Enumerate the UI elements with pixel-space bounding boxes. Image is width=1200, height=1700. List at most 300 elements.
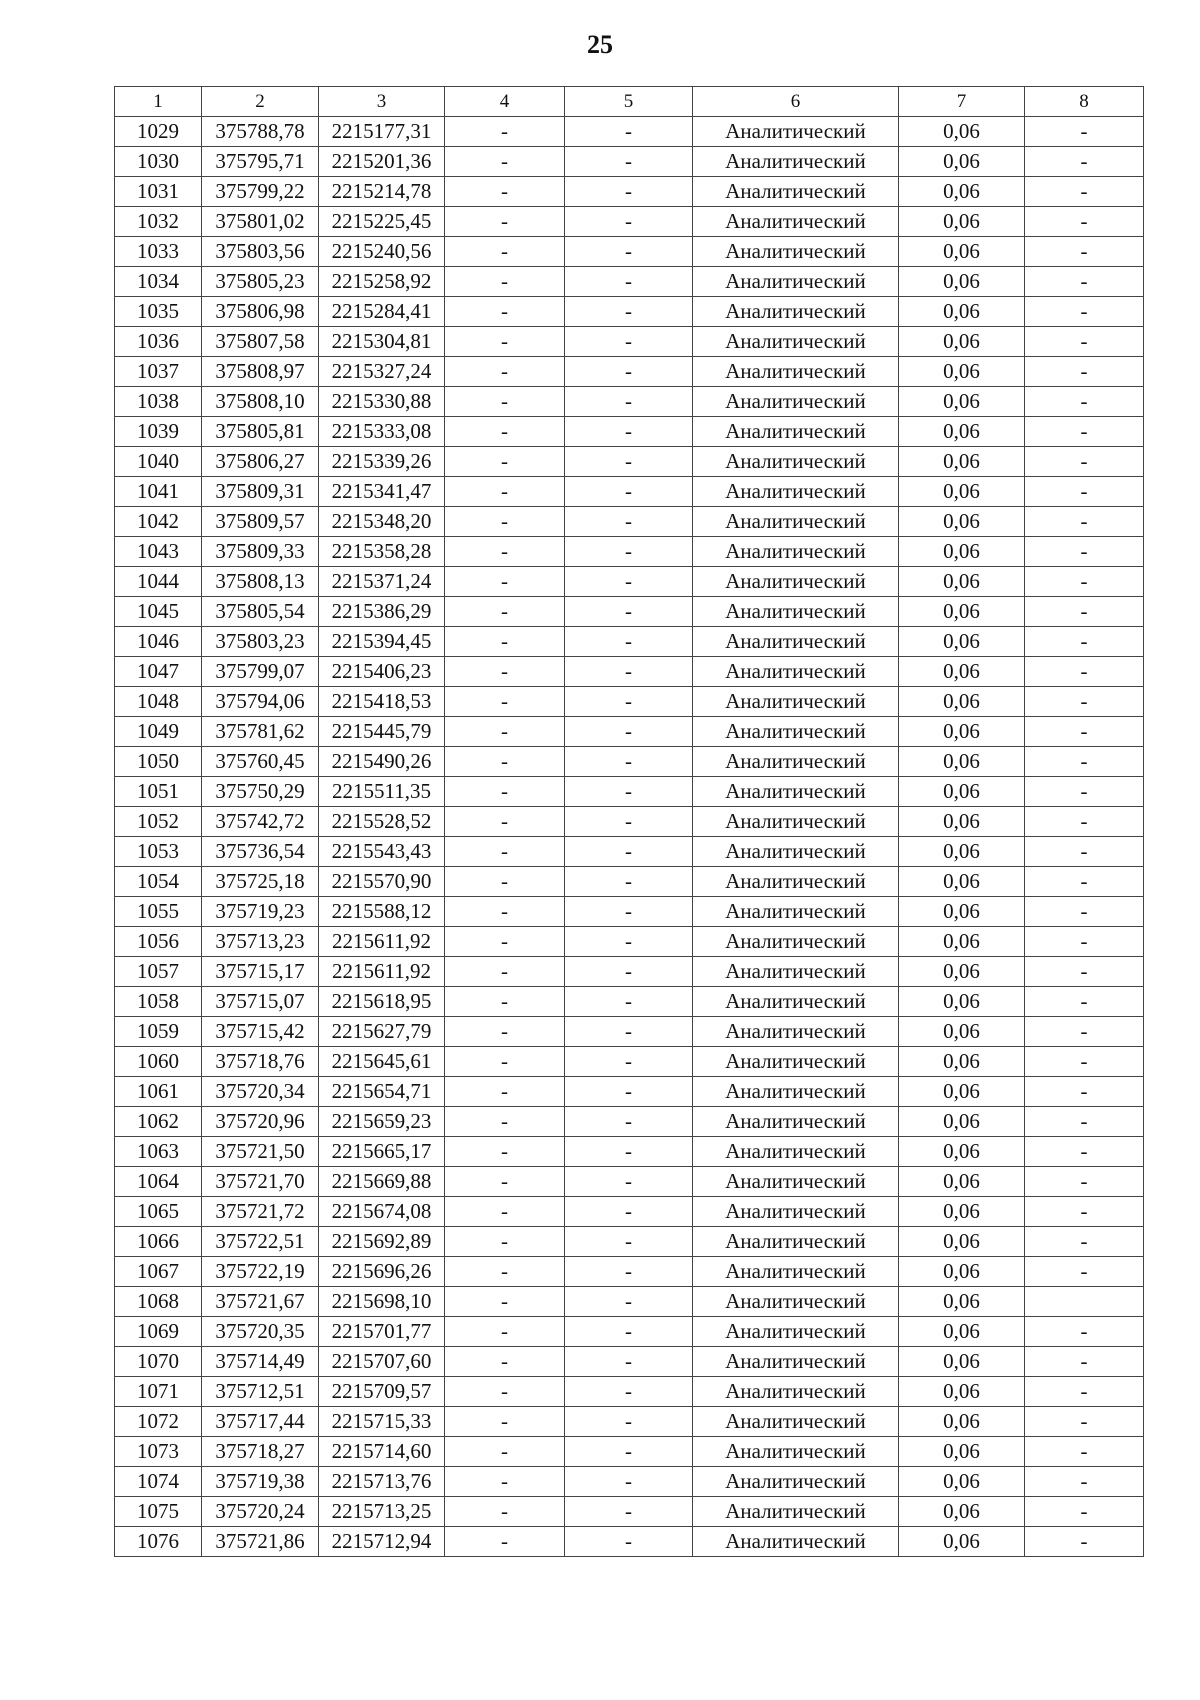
column-4-cell: -: [445, 357, 565, 387]
y-coordinate-cell: 2215418,53: [319, 687, 445, 717]
column-4-cell: -: [445, 627, 565, 657]
method-cell: Аналитический: [693, 207, 899, 237]
x-coordinate-cell: 375803,23: [202, 627, 319, 657]
x-coordinate-cell: 375799,22: [202, 177, 319, 207]
table-row: [115, 417, 1144, 447]
x-coordinate-cell: 375718,27: [202, 1437, 319, 1467]
column-4-cell: -: [445, 207, 565, 237]
y-coordinate-cell: 2215674,08: [319, 1197, 445, 1227]
column-8-cell: -: [1025, 1347, 1144, 1377]
x-coordinate-cell: 375736,54: [202, 837, 319, 867]
accuracy-cell: 0,06: [899, 327, 1025, 357]
x-coordinate-cell: 375809,57: [202, 507, 319, 537]
column-4-cell: -: [445, 1377, 565, 1407]
accuracy-cell: 0,06: [899, 987, 1025, 1017]
table-row: [115, 1497, 1144, 1527]
table-row: [115, 207, 1144, 237]
column-5-cell: -: [565, 657, 693, 687]
accuracy-cell: 0,06: [899, 207, 1025, 237]
column-5-cell: -: [565, 1407, 693, 1437]
method-cell: Аналитический: [693, 567, 899, 597]
y-coordinate-cell: 2215659,23: [319, 1107, 445, 1137]
point-number-cell: 1034: [115, 267, 202, 297]
x-coordinate-cell: 375742,72: [202, 807, 319, 837]
column-4-cell: -: [445, 987, 565, 1017]
column-5-cell: -: [565, 1017, 693, 1047]
x-coordinate-cell: 375720,96: [202, 1107, 319, 1137]
x-coordinate-cell: 375806,98: [202, 297, 319, 327]
accuracy-cell: 0,06: [899, 1017, 1025, 1047]
column-5-cell: -: [565, 1497, 693, 1527]
y-coordinate-cell: 2215654,71: [319, 1077, 445, 1107]
method-cell: Аналитический: [693, 1077, 899, 1107]
point-number-cell: 1029: [115, 117, 202, 147]
x-coordinate-cell: 375715,17: [202, 957, 319, 987]
table-row: [115, 1077, 1144, 1107]
accuracy-cell: 0,06: [899, 1287, 1025, 1317]
column-4-cell: -: [445, 1227, 565, 1257]
table-row: [115, 1287, 1144, 1317]
accuracy-cell: 0,06: [899, 1347, 1025, 1377]
y-coordinate-cell: 2215627,79: [319, 1017, 445, 1047]
x-coordinate-cell: 375713,23: [202, 927, 319, 957]
method-cell: Аналитический: [693, 177, 899, 207]
method-cell: Аналитический: [693, 117, 899, 147]
method-cell: Аналитический: [693, 747, 899, 777]
method-cell: Аналитический: [693, 597, 899, 627]
column-4-cell: -: [445, 147, 565, 177]
method-cell: Аналитический: [693, 387, 899, 417]
column-8-cell: -: [1025, 1527, 1144, 1557]
column-4-cell: -: [445, 867, 565, 897]
x-coordinate-cell: 375719,23: [202, 897, 319, 927]
y-coordinate-cell: 2215665,17: [319, 1137, 445, 1167]
x-coordinate-cell: 375809,33: [202, 537, 319, 567]
column-5-cell: -: [565, 1137, 693, 1167]
method-cell: Аналитический: [693, 1287, 899, 1317]
point-number-cell: 1059: [115, 1017, 202, 1047]
x-coordinate-cell: 375799,07: [202, 657, 319, 687]
accuracy-cell: 0,06: [899, 1257, 1025, 1287]
column-header: 4: [445, 87, 565, 117]
column-8-cell: -: [1025, 837, 1144, 867]
method-cell: Аналитический: [693, 1227, 899, 1257]
column-5-cell: -: [565, 507, 693, 537]
y-coordinate-cell: 2215645,61: [319, 1047, 445, 1077]
column-5-cell: -: [565, 1527, 693, 1557]
accuracy-cell: 0,06: [899, 747, 1025, 777]
column-8-cell: -: [1025, 507, 1144, 537]
y-coordinate-cell: 2215611,92: [319, 927, 445, 957]
column-5-cell: -: [565, 1047, 693, 1077]
point-number-cell: 1060: [115, 1047, 202, 1077]
column-4-cell: -: [445, 897, 565, 927]
x-coordinate-cell: 375808,97: [202, 357, 319, 387]
column-4-cell: -: [445, 1527, 565, 1557]
method-cell: Аналитический: [693, 1467, 899, 1497]
table-row: [115, 477, 1144, 507]
method-cell: Аналитический: [693, 447, 899, 477]
column-5-cell: -: [565, 327, 693, 357]
y-coordinate-cell: 2215358,28: [319, 537, 445, 567]
point-number-cell: 1043: [115, 537, 202, 567]
table-row: [115, 1017, 1144, 1047]
column-5-cell: -: [565, 447, 693, 477]
column-8-cell: -: [1025, 657, 1144, 687]
column-4-cell: -: [445, 537, 565, 567]
column-8-cell: -: [1025, 177, 1144, 207]
point-number-cell: 1061: [115, 1077, 202, 1107]
table-row: [115, 1197, 1144, 1227]
y-coordinate-cell: 2215201,36: [319, 147, 445, 177]
y-coordinate-cell: 2215715,33: [319, 1407, 445, 1437]
method-cell: Аналитический: [693, 957, 899, 987]
table-row: [115, 387, 1144, 417]
column-5-cell: -: [565, 627, 693, 657]
column-4-cell: -: [445, 387, 565, 417]
y-coordinate-cell: 2215570,90: [319, 867, 445, 897]
column-4-cell: -: [445, 507, 565, 537]
column-4-cell: -: [445, 777, 565, 807]
column-4-cell: -: [445, 597, 565, 627]
point-number-cell: 1051: [115, 777, 202, 807]
accuracy-cell: 0,06: [899, 627, 1025, 657]
accuracy-cell: 0,06: [899, 1137, 1025, 1167]
point-number-cell: 1064: [115, 1167, 202, 1197]
method-cell: Аналитический: [693, 807, 899, 837]
y-coordinate-cell: 2215543,43: [319, 837, 445, 867]
column-8-cell: -: [1025, 777, 1144, 807]
column-4-cell: -: [445, 1347, 565, 1377]
accuracy-cell: 0,06: [899, 1167, 1025, 1197]
point-number-cell: 1052: [115, 807, 202, 837]
column-8-cell: -: [1025, 1437, 1144, 1467]
y-coordinate-cell: 2215225,45: [319, 207, 445, 237]
method-cell: Аналитический: [693, 687, 899, 717]
accuracy-cell: 0,06: [899, 717, 1025, 747]
coordinates-table: [114, 86, 1144, 1557]
table-row: [115, 567, 1144, 597]
y-coordinate-cell: 2215692,89: [319, 1227, 445, 1257]
column-8-cell: -: [1025, 1077, 1144, 1107]
column-5-cell: -: [565, 267, 693, 297]
x-coordinate-cell: 375720,35: [202, 1317, 319, 1347]
column-4-cell: -: [445, 477, 565, 507]
x-coordinate-cell: 375718,76: [202, 1047, 319, 1077]
column-5-cell: -: [565, 597, 693, 627]
table-row: [115, 1047, 1144, 1077]
x-coordinate-cell: 375806,27: [202, 447, 319, 477]
column-5-cell: -: [565, 1077, 693, 1107]
accuracy-cell: 0,06: [899, 477, 1025, 507]
column-8-cell: [1025, 1287, 1144, 1317]
table-row: [115, 537, 1144, 567]
column-8-cell: -: [1025, 1047, 1144, 1077]
method-cell: Аналитический: [693, 1107, 899, 1137]
method-cell: Аналитический: [693, 267, 899, 297]
column-header: 3: [319, 87, 445, 117]
accuracy-cell: 0,06: [899, 597, 1025, 627]
table-row: [115, 237, 1144, 267]
x-coordinate-cell: 375725,18: [202, 867, 319, 897]
column-8-cell: -: [1025, 357, 1144, 387]
column-8-cell: -: [1025, 1407, 1144, 1437]
method-cell: Аналитический: [693, 1527, 899, 1557]
accuracy-cell: 0,06: [899, 267, 1025, 297]
column-4-cell: -: [445, 297, 565, 327]
y-coordinate-cell: 2215712,94: [319, 1527, 445, 1557]
point-number-cell: 1040: [115, 447, 202, 477]
table-header-row: [115, 87, 1144, 117]
column-8-cell: -: [1025, 1017, 1144, 1047]
column-8-cell: -: [1025, 1227, 1144, 1257]
accuracy-cell: 0,06: [899, 1407, 1025, 1437]
accuracy-cell: 0,06: [899, 237, 1025, 267]
accuracy-cell: 0,06: [899, 867, 1025, 897]
column-5-cell: -: [565, 717, 693, 747]
x-coordinate-cell: 375794,06: [202, 687, 319, 717]
accuracy-cell: 0,06: [899, 807, 1025, 837]
accuracy-cell: 0,06: [899, 1437, 1025, 1467]
point-number-cell: 1045: [115, 597, 202, 627]
y-coordinate-cell: 2215709,57: [319, 1377, 445, 1407]
column-header: 7: [899, 87, 1025, 117]
accuracy-cell: 0,06: [899, 1227, 1025, 1257]
method-cell: Аналитический: [693, 1437, 899, 1467]
method-cell: Аналитический: [693, 717, 899, 747]
accuracy-cell: 0,06: [899, 537, 1025, 567]
table-row: [115, 1167, 1144, 1197]
y-coordinate-cell: 2215714,60: [319, 1437, 445, 1467]
table-row: [115, 597, 1144, 627]
accuracy-cell: 0,06: [899, 117, 1025, 147]
column-5-cell: -: [565, 927, 693, 957]
x-coordinate-cell: 375809,31: [202, 477, 319, 507]
point-number-cell: 1035: [115, 297, 202, 327]
column-8-cell: -: [1025, 207, 1144, 237]
table-row: [115, 687, 1144, 717]
accuracy-cell: 0,06: [899, 417, 1025, 447]
x-coordinate-cell: 375715,42: [202, 1017, 319, 1047]
method-cell: Аналитический: [693, 507, 899, 537]
column-4-cell: -: [445, 837, 565, 867]
column-8-cell: -: [1025, 717, 1144, 747]
accuracy-cell: 0,06: [899, 777, 1025, 807]
column-5-cell: -: [565, 747, 693, 777]
column-5-cell: -: [565, 417, 693, 447]
y-coordinate-cell: 2215371,24: [319, 567, 445, 597]
accuracy-cell: 0,06: [899, 1377, 1025, 1407]
column-4-cell: -: [445, 177, 565, 207]
column-8-cell: -: [1025, 267, 1144, 297]
point-number-cell: 1072: [115, 1407, 202, 1437]
accuracy-cell: 0,06: [899, 687, 1025, 717]
column-4-cell: -: [445, 1137, 565, 1167]
table-row: [115, 1227, 1144, 1257]
accuracy-cell: 0,06: [899, 837, 1025, 867]
point-number-cell: 1068: [115, 1287, 202, 1317]
x-coordinate-cell: 375807,58: [202, 327, 319, 357]
x-coordinate-cell: 375795,71: [202, 147, 319, 177]
column-8-cell: -: [1025, 1497, 1144, 1527]
point-number-cell: 1042: [115, 507, 202, 537]
column-5-cell: -: [565, 687, 693, 717]
column-5-cell: -: [565, 237, 693, 267]
x-coordinate-cell: 375719,38: [202, 1467, 319, 1497]
point-number-cell: 1057: [115, 957, 202, 987]
point-number-cell: 1069: [115, 1317, 202, 1347]
method-cell: Аналитический: [693, 537, 899, 567]
column-8-cell: -: [1025, 387, 1144, 417]
column-8-cell: -: [1025, 627, 1144, 657]
point-number-cell: 1067: [115, 1257, 202, 1287]
column-8-cell: -: [1025, 297, 1144, 327]
point-number-cell: 1033: [115, 237, 202, 267]
table-row: [115, 657, 1144, 687]
method-cell: Аналитический: [693, 1407, 899, 1437]
point-number-cell: 1031: [115, 177, 202, 207]
column-8-cell: -: [1025, 747, 1144, 777]
point-number-cell: 1055: [115, 897, 202, 927]
method-cell: Аналитический: [693, 627, 899, 657]
y-coordinate-cell: 2215258,92: [319, 267, 445, 297]
method-cell: Аналитический: [693, 927, 899, 957]
method-cell: Аналитический: [693, 327, 899, 357]
method-cell: Аналитический: [693, 417, 899, 447]
column-5-cell: -: [565, 357, 693, 387]
column-5-cell: -: [565, 117, 693, 147]
x-coordinate-cell: 375808,10: [202, 387, 319, 417]
y-coordinate-cell: 2215445,79: [319, 717, 445, 747]
y-coordinate-cell: 2215490,26: [319, 747, 445, 777]
point-number-cell: 1046: [115, 627, 202, 657]
column-4-cell: -: [445, 747, 565, 777]
point-number-cell: 1048: [115, 687, 202, 717]
method-cell: Аналитический: [693, 1377, 899, 1407]
column-4-cell: -: [445, 807, 565, 837]
y-coordinate-cell: 2215618,95: [319, 987, 445, 1017]
table-row: [115, 267, 1144, 297]
column-4-cell: -: [445, 657, 565, 687]
column-5-cell: -: [565, 477, 693, 507]
y-coordinate-cell: 2215701,77: [319, 1317, 445, 1347]
method-cell: Аналитический: [693, 357, 899, 387]
column-header: 8: [1025, 87, 1144, 117]
column-4-cell: -: [445, 237, 565, 267]
column-5-cell: -: [565, 1227, 693, 1257]
column-8-cell: -: [1025, 117, 1144, 147]
accuracy-cell: 0,06: [899, 1047, 1025, 1077]
table-row: [115, 1347, 1144, 1377]
x-coordinate-cell: 375805,23: [202, 267, 319, 297]
point-number-cell: 1073: [115, 1437, 202, 1467]
accuracy-cell: 0,06: [899, 897, 1025, 927]
method-cell: Аналитический: [693, 1017, 899, 1047]
column-4-cell: -: [445, 687, 565, 717]
method-cell: Аналитический: [693, 147, 899, 177]
column-5-cell: -: [565, 867, 693, 897]
table-row: [115, 177, 1144, 207]
x-coordinate-cell: 375721,72: [202, 1197, 319, 1227]
table-row: [115, 327, 1144, 357]
x-coordinate-cell: 375715,07: [202, 987, 319, 1017]
accuracy-cell: 0,06: [899, 927, 1025, 957]
y-coordinate-cell: 2215386,29: [319, 597, 445, 627]
column-5-cell: -: [565, 1107, 693, 1137]
x-coordinate-cell: 375808,13: [202, 567, 319, 597]
y-coordinate-cell: 2215240,56: [319, 237, 445, 267]
column-header: 1: [115, 87, 202, 117]
column-4-cell: -: [445, 567, 565, 597]
column-5-cell: -: [565, 987, 693, 1017]
x-coordinate-cell: 375717,44: [202, 1407, 319, 1437]
column-8-cell: -: [1025, 447, 1144, 477]
method-cell: Аналитический: [693, 1137, 899, 1167]
accuracy-cell: 0,06: [899, 507, 1025, 537]
x-coordinate-cell: 375721,86: [202, 1527, 319, 1557]
column-8-cell: -: [1025, 687, 1144, 717]
point-number-cell: 1070: [115, 1347, 202, 1377]
point-number-cell: 1032: [115, 207, 202, 237]
table-row: [115, 1467, 1144, 1497]
column-4-cell: -: [445, 927, 565, 957]
column-4-cell: -: [445, 267, 565, 297]
table-row: [115, 447, 1144, 477]
column-5-cell: -: [565, 1287, 693, 1317]
point-number-cell: 1041: [115, 477, 202, 507]
method-cell: Аналитический: [693, 987, 899, 1017]
table-row: [115, 777, 1144, 807]
table-row: [115, 897, 1144, 927]
point-number-cell: 1036: [115, 327, 202, 357]
point-number-cell: 1054: [115, 867, 202, 897]
column-4-cell: -: [445, 1467, 565, 1497]
column-4-cell: -: [445, 117, 565, 147]
y-coordinate-cell: 2215341,47: [319, 477, 445, 507]
table-row: [115, 1257, 1144, 1287]
accuracy-cell: 0,06: [899, 147, 1025, 177]
column-8-cell: -: [1025, 1467, 1144, 1497]
point-number-cell: 1038: [115, 387, 202, 417]
y-coordinate-cell: 2215696,26: [319, 1257, 445, 1287]
y-coordinate-cell: 2215669,88: [319, 1167, 445, 1197]
column-8-cell: -: [1025, 1197, 1144, 1227]
x-coordinate-cell: 375788,78: [202, 117, 319, 147]
column-header: 6: [693, 87, 899, 117]
y-coordinate-cell: 2215339,26: [319, 447, 445, 477]
column-5-cell: -: [565, 1197, 693, 1227]
column-header: 2: [202, 87, 319, 117]
accuracy-cell: 0,06: [899, 1527, 1025, 1557]
column-4-cell: -: [445, 717, 565, 747]
column-4-cell: -: [445, 1017, 565, 1047]
y-coordinate-cell: 2215330,88: [319, 387, 445, 417]
column-4-cell: -: [445, 1077, 565, 1107]
point-number-cell: 1050: [115, 747, 202, 777]
column-8-cell: -: [1025, 867, 1144, 897]
point-number-cell: 1049: [115, 717, 202, 747]
x-coordinate-cell: 375712,51: [202, 1377, 319, 1407]
table-row: [115, 357, 1144, 387]
y-coordinate-cell: 2215394,45: [319, 627, 445, 657]
column-4-cell: -: [445, 447, 565, 477]
table-row: [115, 1317, 1144, 1347]
point-number-cell: 1037: [115, 357, 202, 387]
table-body: [115, 117, 1144, 1557]
y-coordinate-cell: 2215707,60: [319, 1347, 445, 1377]
x-coordinate-cell: 375760,45: [202, 747, 319, 777]
method-cell: Аналитический: [693, 1257, 899, 1287]
